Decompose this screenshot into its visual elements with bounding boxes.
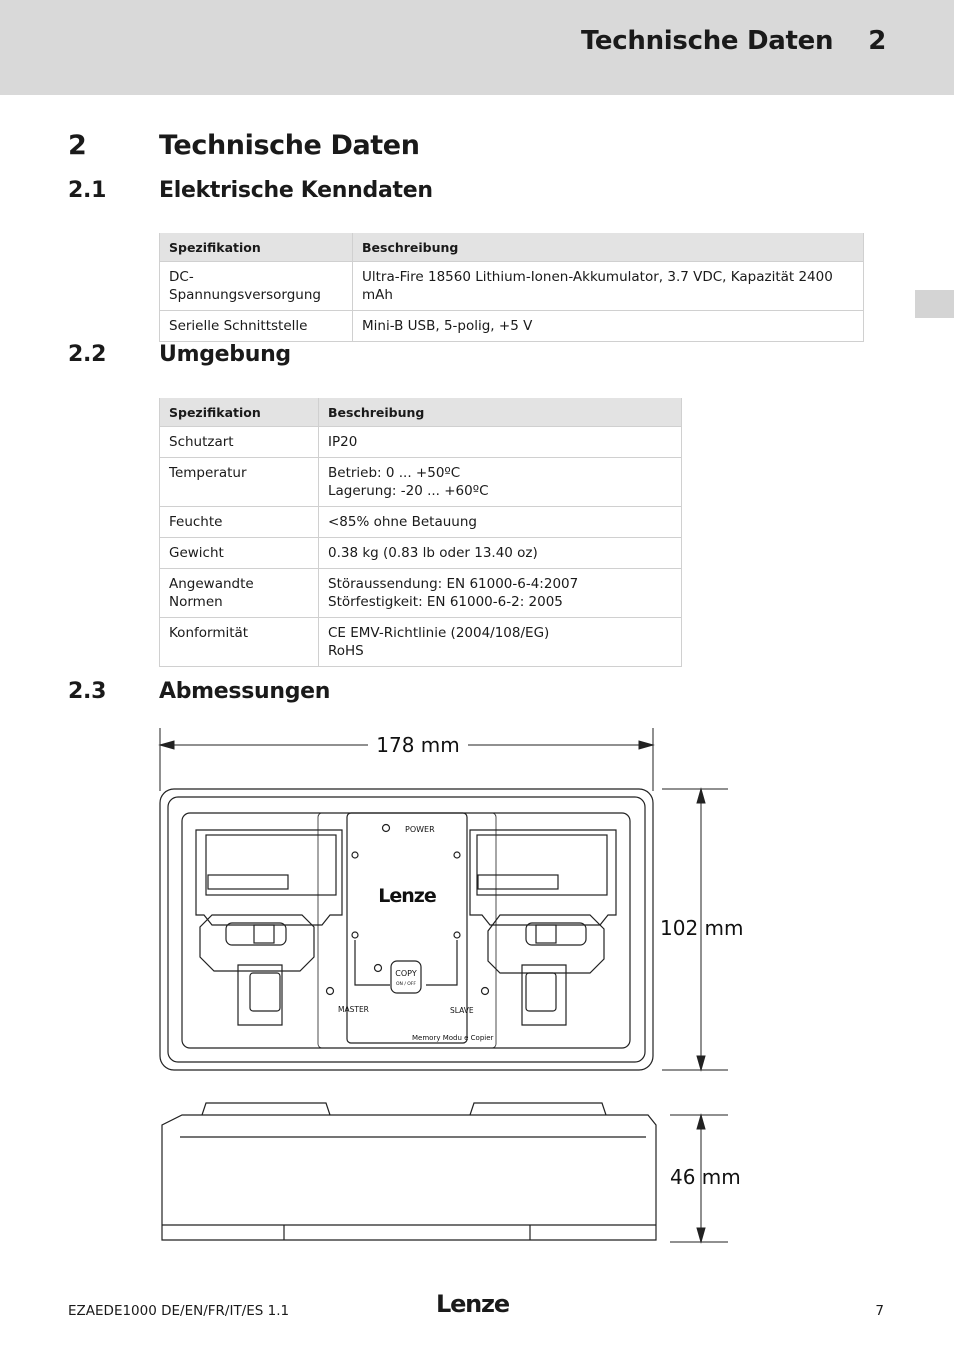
table-cell: Serielle Schnittstelle — [160, 311, 353, 342]
chapter-tab-marker — [915, 290, 954, 318]
table-cell: Gewicht — [160, 538, 319, 569]
device-brand-logo: Lenze — [378, 885, 436, 907]
slave-label: SLAVE — [450, 1006, 474, 1015]
table-cell: Temperatur — [160, 458, 319, 507]
table-cell — [319, 507, 682, 538]
column-header: Spezifikation — [160, 233, 353, 262]
subsection-2-2-title: Umgebung — [159, 342, 291, 367]
table-cell — [319, 569, 682, 618]
dimension-drawing — [150, 725, 760, 1255]
environment-table — [159, 398, 682, 667]
table-cell: Konformität — [160, 618, 319, 667]
table-header-row — [160, 233, 864, 262]
table-row — [160, 569, 682, 618]
copy-label: COPY — [395, 969, 417, 978]
table-cell: Mini-B USB, 5-polig, +5 V — [353, 311, 864, 342]
footer-document-id: EZAEDE1000 DE/EN/FR/IT/ES 1.1 — [68, 1303, 290, 1319]
section-title: Technische Daten — [159, 130, 420, 161]
copy-sub-label: ON / OFF — [395, 982, 417, 987]
table-row — [160, 618, 682, 667]
table-header-row — [160, 398, 682, 427]
table-cell — [319, 458, 682, 507]
subsection-2-1-title: Elektrische Kenndaten — [159, 178, 433, 203]
cell-line: Störaussendung: EN 61000-6-4:2007 — [328, 576, 579, 592]
table-cell: DC-Spannungsversorgung — [160, 262, 353, 311]
master-label: MASTER — [338, 1005, 369, 1014]
table-cell: Feuchte — [160, 507, 319, 538]
cell-line: RoHS — [328, 643, 364, 659]
cell-line: 0.38 kg (0.83 lb oder 13.40 oz) — [328, 545, 538, 561]
table-row — [160, 538, 682, 569]
height-label: 102 mm — [660, 916, 744, 940]
cell-line: CE EMV-Richtlinie (2004/108/EG) — [328, 625, 550, 641]
subsection-2-2-number: 2.2 — [68, 342, 107, 367]
table-cell: Angewandte Normen — [160, 569, 319, 618]
cell-line: Störfestigkeit: EN 61000-6-2: 2005 — [328, 594, 563, 610]
device-name-label: Memory Modu e Copier — [412, 1034, 494, 1042]
subsection-2-3-number: 2.3 — [68, 679, 107, 704]
column-header: Beschreibung — [319, 398, 682, 427]
table-row — [160, 507, 682, 538]
table-row — [160, 311, 864, 342]
table-cell: Schutzart — [160, 427, 319, 458]
cell-line: Lagerung: -20 ... +60ºC — [328, 483, 489, 499]
cell-line: <85% ohne Betauung — [328, 514, 477, 530]
section-number: 2 — [68, 130, 87, 161]
power-label: POWER — [405, 825, 435, 834]
column-header: Spezifikation — [160, 398, 319, 427]
page-number: 7 — [875, 1303, 884, 1319]
table-cell — [319, 618, 682, 667]
column-header: Beschreibung — [353, 233, 864, 262]
running-header-title: Technische Daten 2 — [580, 26, 886, 56]
electrical-data-table — [159, 233, 864, 342]
table-cell — [319, 538, 682, 569]
depth-label: 46 mm — [670, 1165, 741, 1189]
cell-line: Betrieb: 0 ... +50ºC — [328, 465, 461, 481]
table-row — [160, 262, 864, 311]
table-row — [160, 427, 682, 458]
device-side-view — [162, 1103, 656, 1240]
width-label: 178 mm — [376, 733, 460, 757]
cell-line: IP20 — [328, 434, 358, 450]
table-row — [160, 458, 682, 507]
footer-brand-logo: Lenze — [436, 1290, 509, 1318]
table-cell — [319, 427, 682, 458]
subsection-2-1-number: 2.1 — [68, 178, 107, 203]
table-cell: Ultra-Fire 18560 Lithium-Ionen-Akkumulator, 3.7 VDC, Kapazität 2400 mAh — [353, 262, 864, 311]
subsection-2-3-title: Abmessungen — [159, 679, 331, 704]
